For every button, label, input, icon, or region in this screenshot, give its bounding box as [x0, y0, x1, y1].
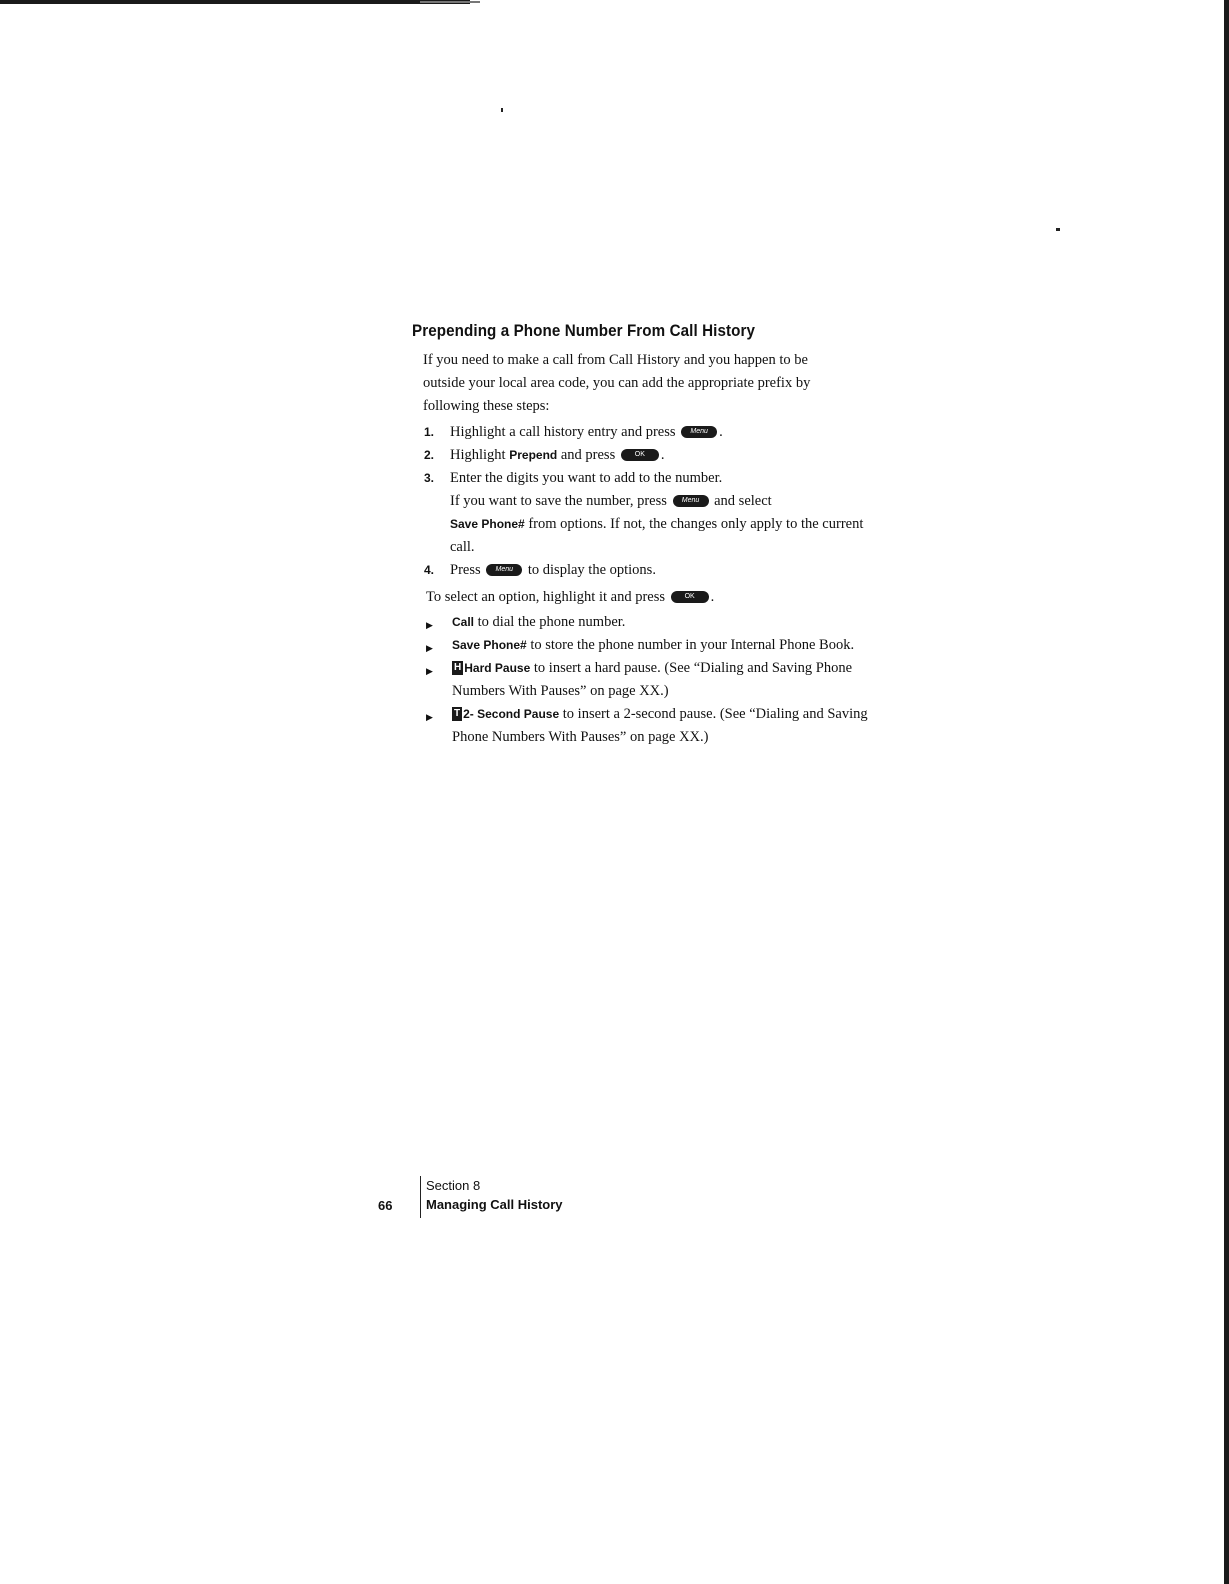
option-item: [412, 611, 872, 634]
timed-pause-icon: T: [454, 707, 461, 719]
triangle-bullet-icon: ▶: [426, 712, 433, 722]
top-scan-rule: [0, 0, 470, 4]
footer-section-label: Section 8: [426, 1178, 481, 1193]
options-list: [412, 611, 872, 749]
option-name: 2- Second Pause: [463, 707, 560, 721]
option-description: to dial the phone number.: [477, 614, 626, 630]
step-text: Enter the digits you want to add to the number.: [450, 470, 723, 486]
select-option-instruction: [412, 586, 872, 609]
step-number: 2.: [424, 448, 435, 462]
step-text: Highlight a call history entry and press: [450, 424, 676, 440]
step-text: If you want to save the number, press: [450, 493, 667, 509]
page-number: 66: [378, 1198, 393, 1213]
option-item: [412, 657, 872, 703]
triangle-bullet-icon: ▶: [426, 643, 433, 653]
step-number: 1.: [424, 425, 435, 439]
step-text: and press: [560, 447, 616, 463]
option-name: Call: [452, 615, 475, 629]
intro-paragraph: If you need to make a call from Call History and you happen to be outside your local area code, you can add the appropriate prefix by following these steps:: [423, 352, 811, 414]
menu-key-icon: Menu: [673, 495, 709, 507]
scan-speck: [501, 108, 503, 112]
menu-key-icon: Menu: [486, 564, 522, 576]
step-number: 4.: [424, 563, 435, 577]
steps-list: [412, 421, 872, 582]
option-description: to insert a 2-second pause. (See “Dialing and Saving Phone Numbers With Pauses” on page XX.): [452, 706, 868, 745]
option-description: to insert a hard pause. (See “Dialing and Saving Phone Numbers With Pauses” on page XX.): [452, 660, 853, 699]
step-item: [412, 421, 870, 444]
step-text-end: .: [719, 424, 723, 440]
ok-key-icon: OK: [671, 591, 709, 603]
step-bold-term: Prepend: [509, 448, 558, 462]
step-text: to display the options.: [527, 562, 656, 578]
footer-divider: [420, 1176, 421, 1218]
option-description: to store the phone number in your Internal Phone Book.: [530, 637, 855, 653]
option-name: Hard Pause: [464, 661, 531, 675]
step-text: from options. If not, the changes only apply to the current call.: [450, 516, 864, 555]
ok-key-icon: OK: [621, 449, 659, 461]
step-item: [412, 559, 870, 582]
menu-key-icon: Menu: [681, 426, 717, 438]
scan-speck: [1056, 228, 1060, 231]
step-bold-term: Save Phone#: [450, 517, 525, 531]
option-name: Save Phone#: [452, 638, 527, 652]
step-text: and select: [714, 493, 772, 509]
right-scan-edge: [1224, 0, 1229, 1584]
hard-pause-icon: H: [454, 661, 462, 673]
option-item: [412, 634, 872, 657]
page-content: [412, 322, 872, 749]
select-text-end: .: [710, 589, 715, 605]
step-item: [412, 467, 870, 559]
step-item: [412, 444, 870, 467]
step-text: Highlight: [450, 447, 506, 463]
footer-section-title: Managing Call History: [426, 1197, 563, 1212]
select-text: To select an option, highlight it and press: [426, 589, 666, 605]
top-scan-rule-fade: [420, 1, 480, 3]
step-text-end: .: [660, 447, 665, 463]
section-heading: Prepending a Phone Number From Call History: [412, 322, 756, 340]
option-item: [412, 703, 872, 749]
step-text: Press: [450, 562, 481, 578]
triangle-bullet-icon: ▶: [426, 620, 433, 630]
step-number: 3.: [424, 471, 435, 485]
triangle-bullet-icon: ▶: [426, 666, 433, 676]
